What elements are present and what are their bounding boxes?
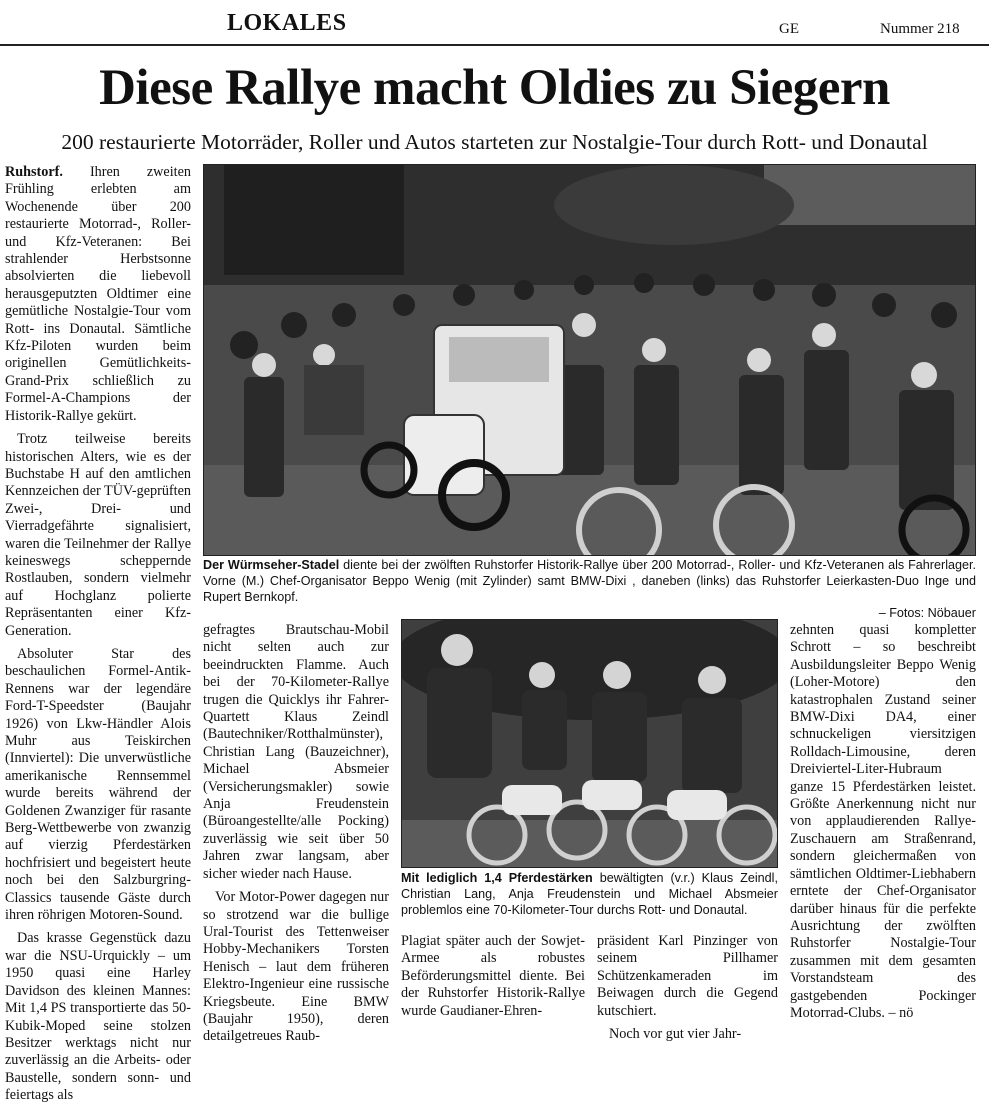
paragraph: Plagiat später auch der Sowjet-Armee als robustes Beförderungsmittel diente. Bei der Ruhstorfer Historik-Rallye wurde Gaudianer-Ehren-	[401, 933, 585, 1019]
paragraph-text: Ihren zweiten Frühling erlebten am Wochenende über 200 restaurierte Motorrad-, Roller- und Kfz-Veteranen: Bei strahlender Herbstsonne absolvierten die liebevoll herausgeputzten Oldtimer eine gemütliche Nostalgie-Tour vom Rott- ins Donautal. Sämtliche Kfz-Piloten wurden beim originellen Gemütlichkeits-Grand-Prix schließlich zu Formel-A-Champions der Historik-Rallye gekürt.	[5, 164, 191, 424]
headline: Diese Rallye macht Oldies zu Siegern	[99, 60, 890, 116]
paragraph: präsident Karl Pinzinger von seinem Pillhamer Schützenkameraden im Beiwagen durch die Gegend kutschiert.	[597, 933, 778, 1019]
paragraph: gefragtes Brautschau-Mobil nicht selten auch zur beeindruckten Flamme. Auch bei der 70-Kilometer-Rallye trugen die Quicklys ihr Fahrer-Quartett Klaus Zeindl (Bautechniker/Rotthalmünster), Christian Lang (Bauzeichner), Michael Absmeier (Versicherungsmakler) sowie Anja Freudenstein (Büroangestellte/alle Pocking) zuverlässig wie seit über 50 Jahren zwar langsam, aber sicher wieder nach Hause.	[203, 622, 389, 882]
paragraph	[5, 164, 191, 425]
paragraph: Noch vor gut vier Jahr-	[609, 1026, 742, 1043]
caption-text: bewältigten (v.r.) Klaus Zeindl, Christian Lang, Anja Freudenstein und Michael Absmeier problemlos eine 70-Kilometer-Tour durchs Rott- und Donautal.	[401, 871, 778, 917]
article-column-2	[203, 622, 389, 1052]
photo-caption-1	[203, 557, 976, 621]
rally-group-photo-image	[204, 165, 976, 556]
caption-text: diente bei der zwölften Ruhstorfer Historik-Rallye über 200 Motorrad-, Roller- und Kfz-Veteranen als Fahrerlager. Vorne (M.) Chef-Organisator Beppo Wenig (mit Zylinder) samt BMW-Dixi , daneben (links) das Ruhstorfer Leierkasten-Duo Inge und Rupert Bernkopf.	[203, 558, 976, 604]
subheadline: 200 restaurierte Motorräder, Roller und Autos starteten zur Nostalgie-Tour durch Rott- und Donautal	[61, 130, 928, 154]
edition-code: GE	[779, 21, 799, 37]
caption-lead: Mit lediglich 1,4 Pferdestärken	[401, 871, 593, 885]
paragraph: Absoluter Star des beschaulichen Formel-Antik-Rennens war der legendäre Ford-T-Speedster (Baujahr 1926) von Lkw-Händler Alois Muhr aus Teiskirchen (Innviertel): Die unverwüstliche amerikanische Rennsemmel wurde bereits während der Goldenen Zwanziger für rasante Berg-Wettbewerbe von zwanzig auf vierzig Pferdestärken hochfrisiert und begeistert heute noch bei den Salzburgring-Classics tausende Gäste durch ihren röhrigen Motoren-Sound.	[5, 645, 191, 924]
paragraph: Trotz teilweise bereits historischen Alters, wie es der Buchstabe H auf den amtlichen Kennzeichen der TÜV-geprüften Zwei-, Drei- und Vierradgefährte signalisiert, waren die Teilnehmer der Rallye keineswegs scheppernde Rostlauben, sondern vielmehr auf Hochglanz polierte Repräsentanten einer Kfz-Generation.	[5, 431, 191, 639]
section-title: LOKALES	[227, 10, 347, 36]
article-column-5	[790, 622, 976, 1028]
article-column-4	[597, 933, 778, 1049]
rally-group-photo	[203, 164, 976, 556]
paragraph: zehnten quasi kompletter Schrott – so beschreibt Ausbildungsleiter Beppo Wenig (Loher-Motore) den katastrophalen Zustand seiner BMW-Dixi DA4, einer schnuckeligen viersitzigen Rolldach-Limousine, deren Dreiviertel-Liter-Hubraum ganze 15 Pferdestärken leistet. Größte Anerkennung nicht nur von applaudierenden Rallye-Zuschauern am Straßenrand, sondern gleichermaßen von sämtlichen Oldtimer-Liebhabern erntete der Chef-Organisator darüber hinaus für die perfekte Ausrichtung der zwölften Ruhstorfer Nostalgie-Tour zusammen mit dem gesamten Vorstandsteam des gastgebenden Pockinger Motorrad-Clubs. – nö	[790, 622, 976, 1021]
dateline: Ruhstorf.	[5, 164, 63, 180]
quickly-riders-photo	[401, 619, 778, 868]
quickly-riders-photo-image	[402, 620, 778, 868]
photo-caption-2	[401, 870, 778, 918]
issue-number: Nummer 218	[880, 21, 960, 37]
page-header	[0, 0, 989, 46]
article-column-3	[401, 933, 585, 1026]
photo-credit: – Fotos: Nöbauer	[878, 606, 976, 620]
paragraph: Das krasse Gegenstück dazu war die NSU-Urquickly – um 1950 quasi eine Harley Davidson des kleinen Mannes: Mit 1,4 PS transportierte das 50-Kubik-Moped seine stolzen Besitzer werktags nicht nur zuverlässig an die Arbeits- oder Baustelle, sondern sonn- und feiertags als	[5, 930, 191, 1104]
caption-lead: Der Würmseher-Stadel	[203, 558, 340, 572]
article-column-1	[5, 164, 191, 1111]
paragraph: Vor Motor-Power dagegen nur so strotzend war die bullige Ural-Tourist des Tettenweiser Hobby-Mechanikers Torsten Henisch – laut dem früheren Elektro-Ingenieur eine russische Kriegsbeute. Eine BMW (Baujahr 1950), deren detailgetreues Raub-	[203, 889, 389, 1045]
